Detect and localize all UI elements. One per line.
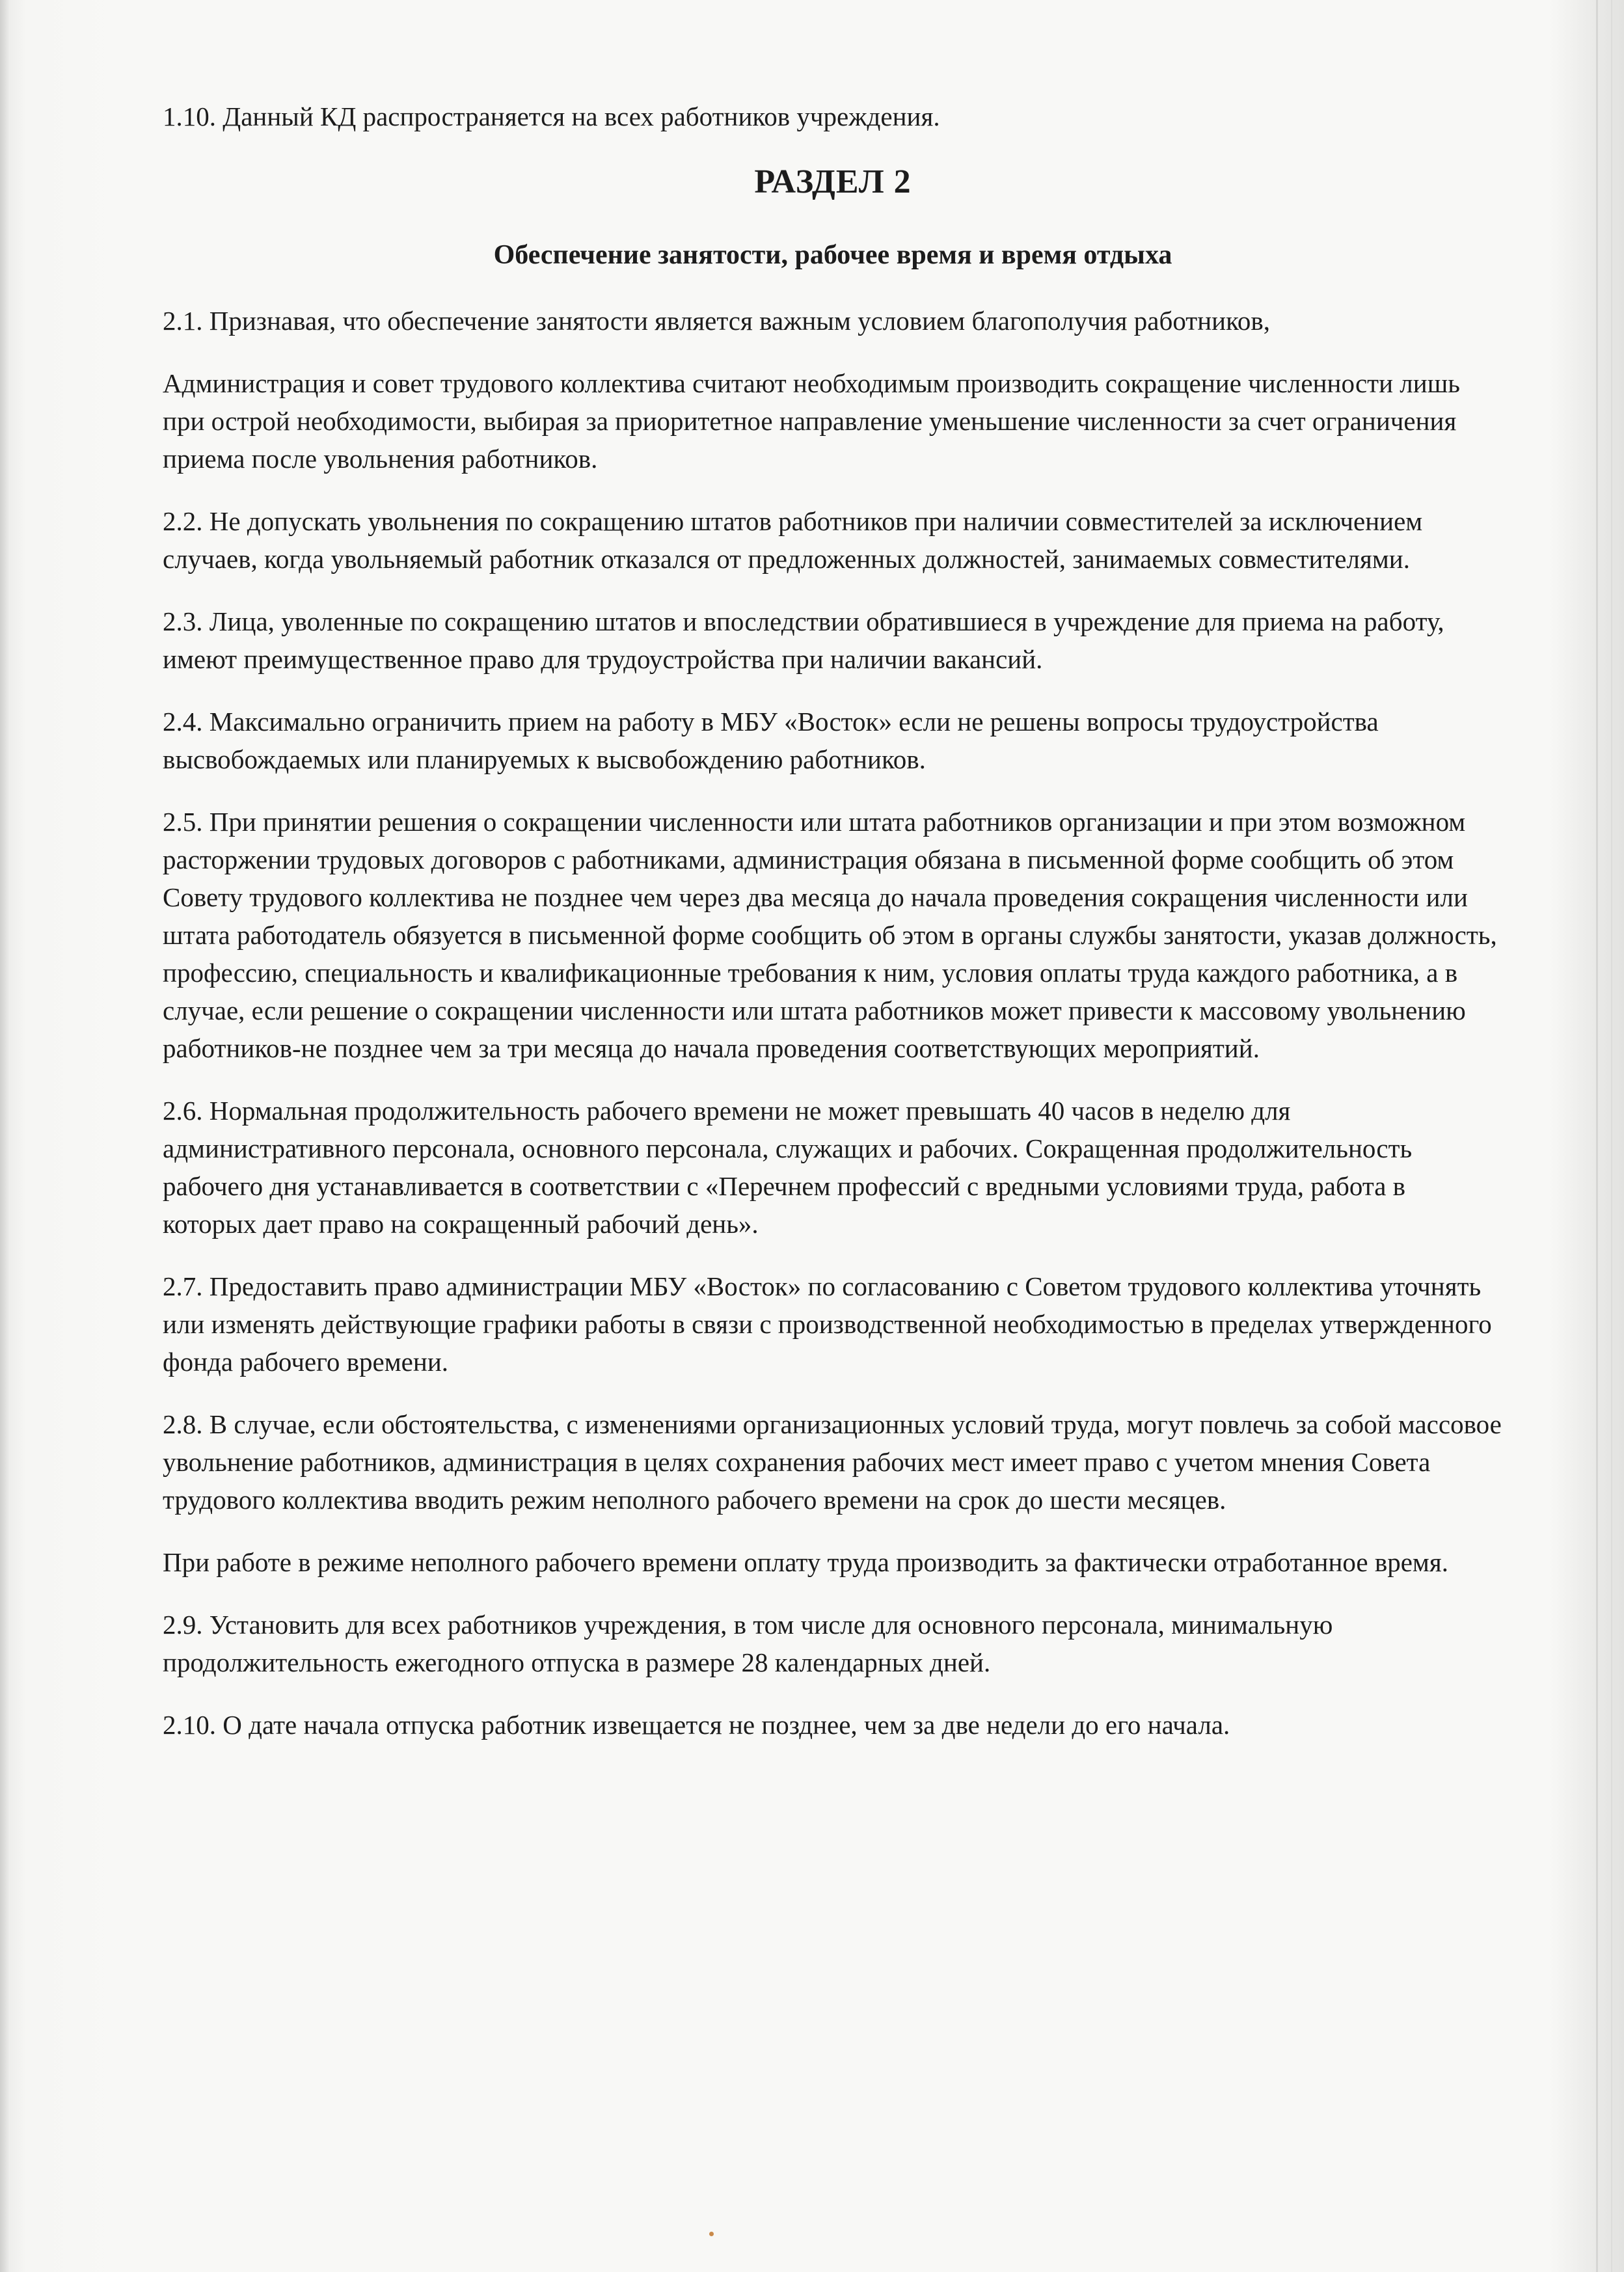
paragraph-2-5: 2.5. При принятии решения о сокращении численности или штата работников организации и при этом возможном расторжении трудовых договоров с работниками, администрация обязана в письменной форме сообщить об этом Совету трудового коллектива не позднее чем через два месяца до начала проведения сокращения численности или штата работодатель обязуется в письменной форме сообщить об этом в органы службы занятости, указав должность, профессию, специальность и квалификационные требования к ним, условия оплаты труда каждого работника, а в случае, если решение о сокращении численности или штата работников может привести к массовому увольнению работников-не позднее чем за три месяца до начала проведения соответствующих мероприятий. (163, 807, 1497, 1063)
section-subtitle: Обеспечение занятости, рабочее время и время отдыха (493, 240, 1172, 270)
paragraph-1-10: 1.10. Данный КД распространяется на всех работников учреждения. (163, 101, 940, 131)
document-body (163, 98, 1503, 1768)
page-right-edge-outer (1611, 0, 1612, 2272)
paragraph-2-8-continued: При работе в режиме неполного рабочего времени оплату труда производить за фактически отработанное время. (163, 1547, 1448, 1577)
scan-speck (709, 2232, 714, 2236)
section-title: РАЗДЕЛ 2 (754, 163, 912, 200)
paragraph-2-8: 2.8. В случае, если обстоятельства, с изменениями организационных условий труда, могут повлечь за собой массовое увольнение работников, администрация в целях сохранения рабочих мест имеет право с учетом мнения Совета трудового коллектива вводить режим неполного рабочего времени на срок до шести месяцев. (163, 1409, 1502, 1515)
paragraph-2-10: 2.10. О дате начала отпуска работник извещается не позднее, чем за две недели до его начала. (163, 1710, 1230, 1740)
paragraph-2-2: 2.2. Не допускать увольнения по сокращению штатов работников при наличии совместителей за исключением случаев, когда увольняемый работник отказался от предложенных должностей, занимаемых совместителями. (163, 506, 1423, 574)
paragraph-2-6: 2.6. Нормальная продолжительность рабочего времени не может превышать 40 часов в неделю для административного персонала, основного персонала, служащих и рабочих. Сокращенная продолжительность рабочего дня устанавливается в соответствии с «Перечнем профессий с вредными условиями труда, работа в которых дает право на сокращенный рабочий день». (163, 1096, 1413, 1239)
paragraph-2-7: 2.7. Предоставить право администрации МБУ «Восток» по согласованию с Советом трудового коллектива уточнять или изменять действующие графики работы в связи с производственной необходимостью в пределах утвержденного фонда рабочего времени. (163, 1271, 1492, 1377)
paragraph-2-1: 2.1. Признавая, что обеспечение занятости является важным условием благополучия работников, (163, 306, 1271, 336)
page-right-edge (1596, 0, 1598, 2272)
paragraph-2-9: 2.9. Установить для всех работников учреждения, в том числе для основного персонала, минимальную продолжительность ежегодного отпуска в размере 28 календарных дней. (163, 1610, 1333, 1677)
paragraph-2-3: 2.3. Лица, уволенные по сокращению штатов и впоследствии обратившиеся в учреждение для приема на работу, имеют преимущественное право для трудоустройства при наличии вакансий. (163, 606, 1444, 674)
page-left-edge (0, 0, 9, 2272)
paragraph-2-1-continued: Администрация и совет трудового коллектива считают необходимым производить сокращение численности лишь при острой необходимости, выбирая за приоритетное направление уменьшение численности за счет ограничения приема после увольнения работников. (163, 368, 1460, 474)
paragraph-2-4: 2.4. Максимально ограничить прием на работу в МБУ «Восток» если не решены вопросы трудоустройства высвобождаемых или планируемых к высвобождению работников. (163, 707, 1379, 774)
